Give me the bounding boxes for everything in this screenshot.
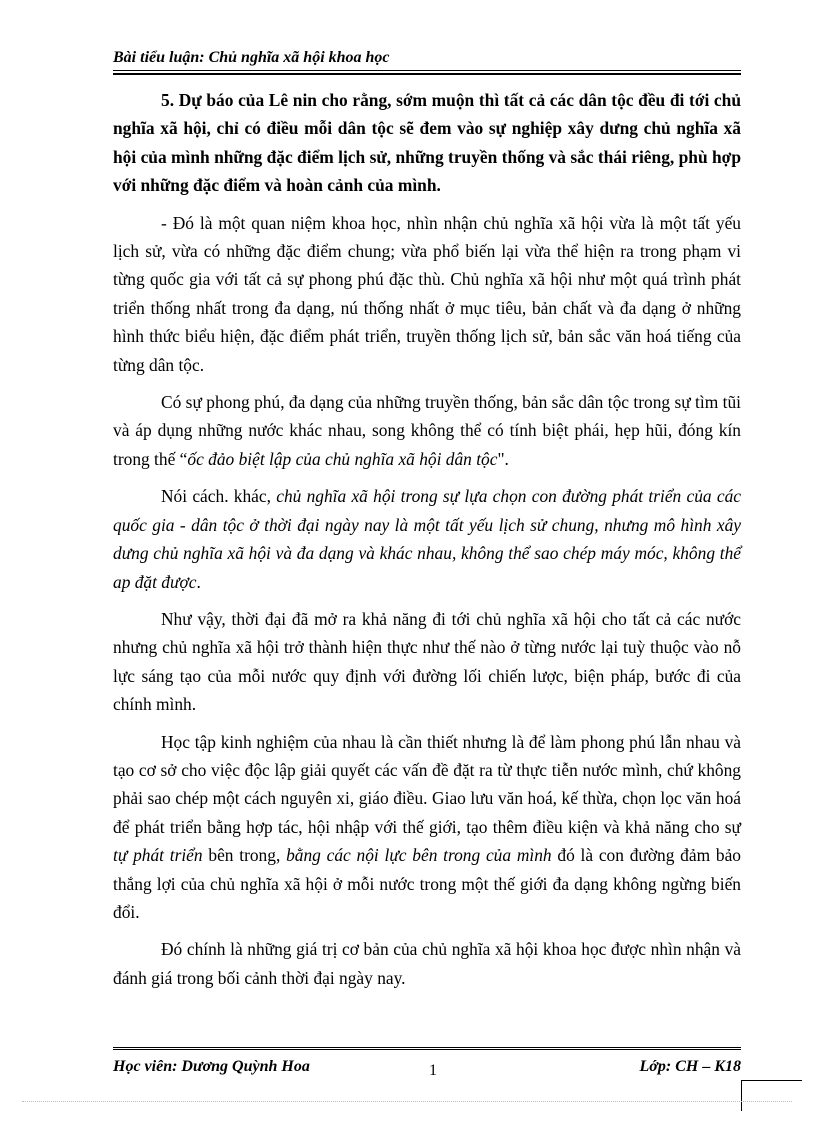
footer-student-name: Học viên: Dương Quỳnh Hoa	[113, 1058, 310, 1075]
footer-class: Lớp: CH – K18	[639, 1058, 741, 1075]
paragraph-in-other-words	[113, 482, 741, 596]
paragraph-learning-text: Học tập kinh nghiệm của nhau là cần thiết nhưng là để làm phong phú lẫn nhau và tạo cơ sở cho việc độc lập giải quyết các vấn đề đặt ra từ thực tiễn nước mình, chứ không phải sao chép một cách nguyên xi, giáo điều. Giao lưu văn hoá, kế thừa, chọn lọc văn hoá để phát triển bằng hợp tác, hội nhập với thế giới, tạo thêm điều kiện và khả năng cho sự	[113, 731, 741, 837]
page-corner-mark	[741, 1080, 802, 1111]
paragraph-diversity-quote: ốc đảo biệt lập của chủ nghĩa xã hội dân tộc	[187, 448, 498, 469]
paragraph-learning-mid: bên trong,	[202, 845, 287, 866]
paragraph-era: Như vậy, thời đại đã mở ra khả năng đi tới chủ nghĩa xã hội cho tất cả các nước nhưng chủ nghĩa xã hội trở thành hiện thực như thế nào ở từng nước lại tuỳ thuộc vào nỗ lực sáng tạo của mỗi nước quy định với đường lối chiến lược, biện pháp, bước đi của chính mình.	[113, 608, 741, 715]
paragraph-in-other-words-italic: chủ nghĩa xã hội trong sự lựa chọn con đường phát triển của các quốc gia - dân tộc ở thời đại ngày nay là một tất yếu lịch sử chung, nhưng mô hình xây dưng chủ nghĩa xã hội và đa dạng và khác nhau, không thể sao chép máy móc, không thể ap đặt được	[113, 486, 741, 592]
paragraph-diversity	[113, 388, 741, 473]
paragraph-learning	[113, 728, 741, 927]
paragraph-scientific-view: - Đó là một quan niệm khoa học, nhìn nhận chủ nghĩa xã hội vừa là một tất yếu lịch sử, vừa có những đặc điểm chung; vừa phổ biến lại vừa thể hiện ra trong phạm vi từng quốc gia với tất cả sự phong phú đặc thù. Chủ nghĩa xã hội như một quá trình phát triển thống nhất trong đa dạng, nú thống nhất ở mục tiêu, bản chất và đa dạng ở những hình thức biểu hiện, đặc điểm phát triển, truyền thống lịch sử, bản sắc văn hoá tiếng của từng dân tộc.	[113, 212, 741, 375]
paragraph-learning-italic-2: bằng các nội lực bên trong của mình	[286, 845, 552, 866]
paragraph-prediction: 5. Dự báo của Lê nin cho rằng, sớm muộn thì tất cả các dân tộc đều đi tới chủ nghĩa xã hội, chỉ có điều mỗi dân tộc sẽ đem vào sự nghiệp xây dưng chủ nghĩa xã hội của mình những đặc điểm lịch sử, những truyền thống và sắc thái riêng, phù hợp với những đặc điểm và hoàn cảnh của mình.	[113, 90, 741, 196]
header-divider	[113, 70, 741, 75]
paragraph-in-other-words-end: .	[196, 571, 201, 592]
paragraph-learning-end: đó là con đường đảm bảo thắng lợi của chủ nghĩa xã hội ở mỗi nước trong một thế giới đa dạng không ngừng biến đổi.	[113, 845, 741, 922]
document-body	[113, 86, 741, 1001]
page-bottom-border	[22, 1101, 792, 1102]
paragraph-diversity-end: ".	[497, 448, 509, 469]
page-header-title: Bài tiểu luận: Chủ nghĩa xã hội khoa học	[113, 49, 390, 66]
paragraph-in-other-words-lead: Nói cách. khác,	[161, 486, 277, 507]
paragraph-learning-italic-1: tự phát triển	[113, 845, 203, 866]
paragraph-conclusion: Đó chính là những giá trị cơ bản của chủ nghĩa xã hội khoa học được nhìn nhận và đánh giá trong bối cảnh thời đại ngày nay.	[113, 939, 741, 988]
footer-page-number: 1	[429, 1062, 437, 1079]
footer-divider	[113, 1047, 741, 1050]
paragraph-diversity-text: Có sự phong phú, đa dạng của những truyền thống, bản sắc dân tộc trong sự tìm tũi và áp dụng những nước khác nhau, song không thể có tính biệt phái, hẹp hũi, đóng kín trong thế “	[113, 392, 741, 469]
